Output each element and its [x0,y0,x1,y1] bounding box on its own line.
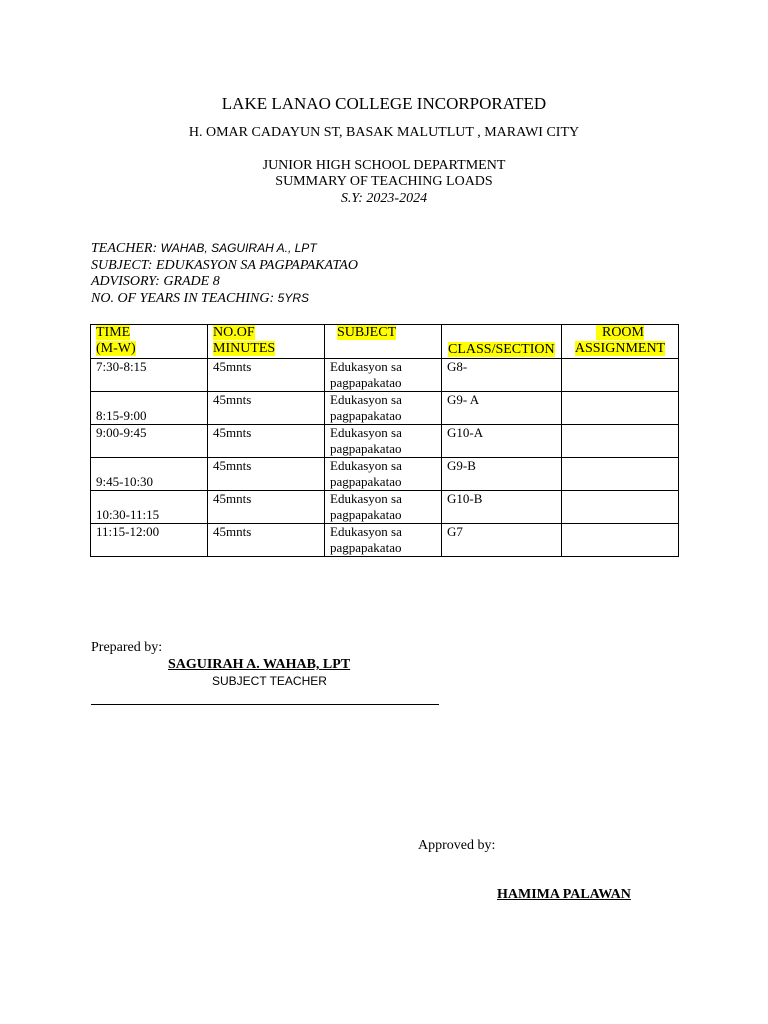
table-row [91,491,679,524]
header-room: ROOM ASSIGNMENT [562,325,679,359]
room-cell [562,524,679,557]
header-time: TIME (M-W) [91,325,208,359]
college-name: LAKE LANAO COLLEGE INCORPORATED [221,94,547,113]
years-label: NO. OF YEARS IN TEACHING: [91,291,275,306]
room-cell [562,392,679,425]
section-cell: G7 [442,524,562,557]
room-cell [562,458,679,491]
table-row [91,359,679,392]
preparer-role: SUBJECT TEACHER [212,674,327,688]
room-cell [562,359,679,392]
table-row [91,425,679,458]
document-title: SUMMARY OF TEACHING LOADS [275,174,493,189]
signature-line [91,704,439,705]
teacher-label: TEACHER: [91,241,158,256]
section-cell: G10-B [442,491,562,524]
subject-value: EDUKASYON SA PAGPAPAKATAO [155,258,358,273]
header-class-section: CLASS/SECTION [442,325,562,359]
teaching-loads-table [90,324,679,557]
time-cell: 7:30-8:15 [91,359,208,392]
subject-cell: Edukasyon sa pagpapakatao [325,491,442,524]
room-cell [562,425,679,458]
section-cell: G8- [442,359,562,392]
subject-label: SUBJECT: [91,258,153,273]
minutes-cell: 45mnts [208,524,325,557]
table-row [91,392,679,425]
years-value: 5YRS [277,291,310,305]
minutes-cell: 45mnts [208,491,325,524]
header-minutes: NO.OF MINUTES [208,325,325,359]
subject-cell: Edukasyon sa pagpapakatao [325,425,442,458]
advisory-label: ADVISORY: [91,274,160,289]
time-cell: 11:15-12:00 [91,524,208,557]
subject-cell: Edukasyon sa pagpapakatao [325,524,442,557]
section-cell: G9- A [442,392,562,425]
minutes-cell: 45mnts [208,392,325,425]
advisory-value: GRADE 8 [163,274,220,289]
prepared-by-label: Prepared by: [91,640,163,655]
time-cell: 10:30-11:15 [91,491,208,524]
preparer-name: SAGUIRAH A. WAHAB, LPT [168,657,351,672]
subject-line [91,258,358,274]
section-cell: G9-B [442,458,562,491]
table-header-row [91,325,679,359]
teacher-value: WAHAB, SAGUIRAH A., LPT [160,241,317,255]
minutes-cell: 45mnts [208,458,325,491]
room-cell [562,491,679,524]
approved-by-label: Approved by: [418,838,496,853]
teacher-line [91,240,317,257]
header-subject: SUBJECT [325,325,442,359]
section-cell: G10-A [442,425,562,458]
years-line [91,290,309,307]
time-cell: 9:00-9:45 [91,425,208,458]
school-year: S.Y: 2023-2024 [340,191,428,206]
table-row [91,524,679,557]
time-cell: 8:15-9:00 [91,392,208,425]
approver-name: HAMIMA PALAWAN [497,887,631,902]
subject-cell: Edukasyon sa pagpapakatao [325,458,442,491]
college-address: H. OMAR CADAYUN ST, BASAK MALUTLUT , MARAWI CITY [188,125,580,140]
subject-cell: Edukasyon sa pagpapakatao [325,359,442,392]
minutes-cell: 45mnts [208,359,325,392]
advisory-line [91,274,220,290]
department-name: JUNIOR HIGH SCHOOL DEPARTMENT [262,158,506,173]
time-cell: 9:45-10:30 [91,458,208,491]
minutes-cell: 45mnts [208,425,325,458]
table-row [91,458,679,491]
subject-cell: Edukasyon sa pagpapakatao [325,392,442,425]
